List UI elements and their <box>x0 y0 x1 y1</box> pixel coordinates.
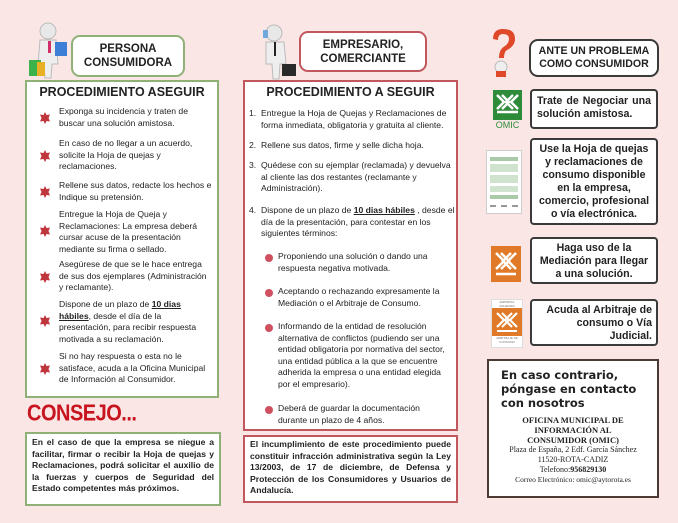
consumer-step: Dispone de un plazo de 10 dias hábiles, desde el día de la presentación, para recibir respuesta motivada a su reclamación. <box>27 299 217 345</box>
problem-title-line1: ANTE UN PROBLEMA <box>538 45 650 57</box>
contact-heading: En caso contrario, póngase en contacto con nosotros <box>501 368 637 410</box>
badge-top-label: EMPRESA ADHERIDA <box>499 300 515 308</box>
business-procedure-panel <box>243 80 458 431</box>
badge-bottom-label: ARBITRAJE DE CONSUMO <box>496 336 518 344</box>
phone-number[interactable]: 956829130 <box>570 465 607 474</box>
consumer-procedure-panel <box>25 80 219 398</box>
consumer-title-box <box>71 35 185 77</box>
omic-label: OMIC <box>495 120 520 130</box>
business-title-line1: EMPRESARIO, <box>322 38 404 51</box>
business-step: Entregue la Hoja de Quejas y Reclamaciones de forma inmediata, obligatoria y gratuita al cliente. <box>261 108 447 130</box>
legal-warning-box: El incumplimiento de este procedimiento puede constituir infracción administrativa según la Ley 13/2003, de 17 de diciembre, de Defensa y Protección de los Consumidores y Usuarios de Andalucía. <box>243 435 458 503</box>
problem-title-box <box>529 39 659 77</box>
consumer-step: Entregue la Hoja de Queja y Reclamaciones: La empresa deberá cursar acuse de la presentación mediante su firma o sellado. <box>27 209 217 255</box>
business-procedure-heading: PROCEDIMIENTO A SEGUIR <box>266 85 435 99</box>
office-city: 11520-ROTA-CADIZ <box>537 455 609 464</box>
term-item: Informando de la entidad de resolución alternativa de conflictos (pudiendo ser una entidad obligatoria por normativa del sector, una entidad pública a la que se encuentre adherida la empresa o una entidad elegida por el empresario). <box>278 321 445 389</box>
tip-complaint-form: Use la Hoja de quejas y reclamaciones de consumo disponible en la empresa, comercio, profesional o vía electrónica. <box>530 138 658 225</box>
term-item: Deberá de guardar la documentación durante un plazo de 4 años. <box>278 403 420 425</box>
question-mark-icon <box>487 27 519 77</box>
business-step-number: 2. <box>249 140 257 150</box>
star-bullet-icon <box>39 225 51 237</box>
omic-logo <box>493 90 522 130</box>
consumer-title-line2: CONSUMIDORA <box>83 57 173 69</box>
advice-box: En el caso de que la empresa se niegue a facilitar, firmar o recibir la Hoja de quejas y Reclamaciones, podrá solicitar el auxilio de la fuerzas y cuerpos de Seguridad del Estado competentes más próximos. <box>25 432 221 506</box>
star-bullet-icon <box>39 271 51 283</box>
term-item: Aceptando o rechazando expresamente la Mediación o el Arbitraje de Consumo. <box>278 286 440 308</box>
star-bullet-icon <box>39 186 51 198</box>
contact-box <box>487 359 659 498</box>
term-bullet-icon <box>265 324 273 332</box>
arbitration-badge <box>491 299 523 348</box>
tip-mediation: Haga uso de la Mediación para llegar a una solución. <box>530 237 658 284</box>
deadline-highlight: 10 dias hábiles <box>353 205 415 215</box>
term-bullet-icon <box>265 406 273 414</box>
advice-heading: CONSEJO... <box>27 401 137 427</box>
consumer-procedure-heading: PROCEDIMIENTO ASEGUIR <box>39 85 205 99</box>
office-phone: Telefono:956829130 <box>539 465 607 474</box>
office-name: OFICINA MUNICIPAL DE INFORMACIÓN AL CONSUMIDOR (OMIC) <box>522 415 624 445</box>
consumer-step: En caso de no llegar a un acuerdo, solicite la Hoja de quejas y reclamaciones. <box>27 138 217 173</box>
consumer-title-line1: PERSONA <box>99 43 157 55</box>
consumer-step: Exponga su incidencia y traten de buscar una solución amistosa. <box>27 106 217 129</box>
business-step-number: 1. <box>249 108 257 118</box>
star-bullet-icon <box>39 112 51 124</box>
star-bullet-icon <box>39 315 51 327</box>
problem-title-line2: COMO CONSUMIDOR <box>539 58 649 70</box>
shopper-figure-icon <box>26 22 70 80</box>
office-email[interactable]: Correo Electrónico: omic@aytorota.es <box>515 475 631 484</box>
deadline-highlight: 10 dias hábiles <box>59 299 181 321</box>
term-bullet-icon <box>265 254 273 262</box>
consumer-step: Si no hay respuesta o esta no le satisface, acuda a la Oficina Municipal de Información al Consumidor. <box>27 351 217 386</box>
business-step: Dispone de un plazo de 10 dias hábiles , desde el día de la presentación, para contestar en los siguientes términos: <box>261 205 455 238</box>
tip-negotiate: Trate de Negociar una solución amistosa. <box>530 89 658 129</box>
term-item: Proponiendo una solución o dando una respuesta negativa motivada. <box>278 251 428 273</box>
business-title-line2: COMERCIANTE <box>320 52 406 65</box>
consumer-step: Asegúrese de que se le hace entrega de sus dos ejemplares (Administración y reclamante). <box>27 259 217 294</box>
business-step-number: 3. <box>249 160 257 170</box>
term-bullet-icon <box>265 289 273 297</box>
mediation-logo <box>491 246 521 282</box>
business-step-number: 4. <box>249 205 257 215</box>
office-address: Plaza de España, 2 Edf. García Sánchez <box>509 445 637 454</box>
business-title-box <box>299 31 427 72</box>
star-bullet-icon <box>39 150 51 162</box>
business-step: Quédese con su ejemplar (reclamada) y devuelva al cliente las dos restantes (reclamante y Administración). <box>261 160 451 193</box>
star-bullet-icon <box>39 363 51 375</box>
business-step: Rellene sus datos, firme y selle dicha hoja. <box>261 140 424 150</box>
consumer-step: Rellene sus datos, redacte los hechos e Indique su pretensión. <box>27 180 217 203</box>
businessman-figure-icon <box>258 24 298 80</box>
tip-arbitration: Acuda al Arbitraje de consumo o Vía Judicial. <box>530 299 658 346</box>
complaint-form-icon <box>486 150 522 214</box>
